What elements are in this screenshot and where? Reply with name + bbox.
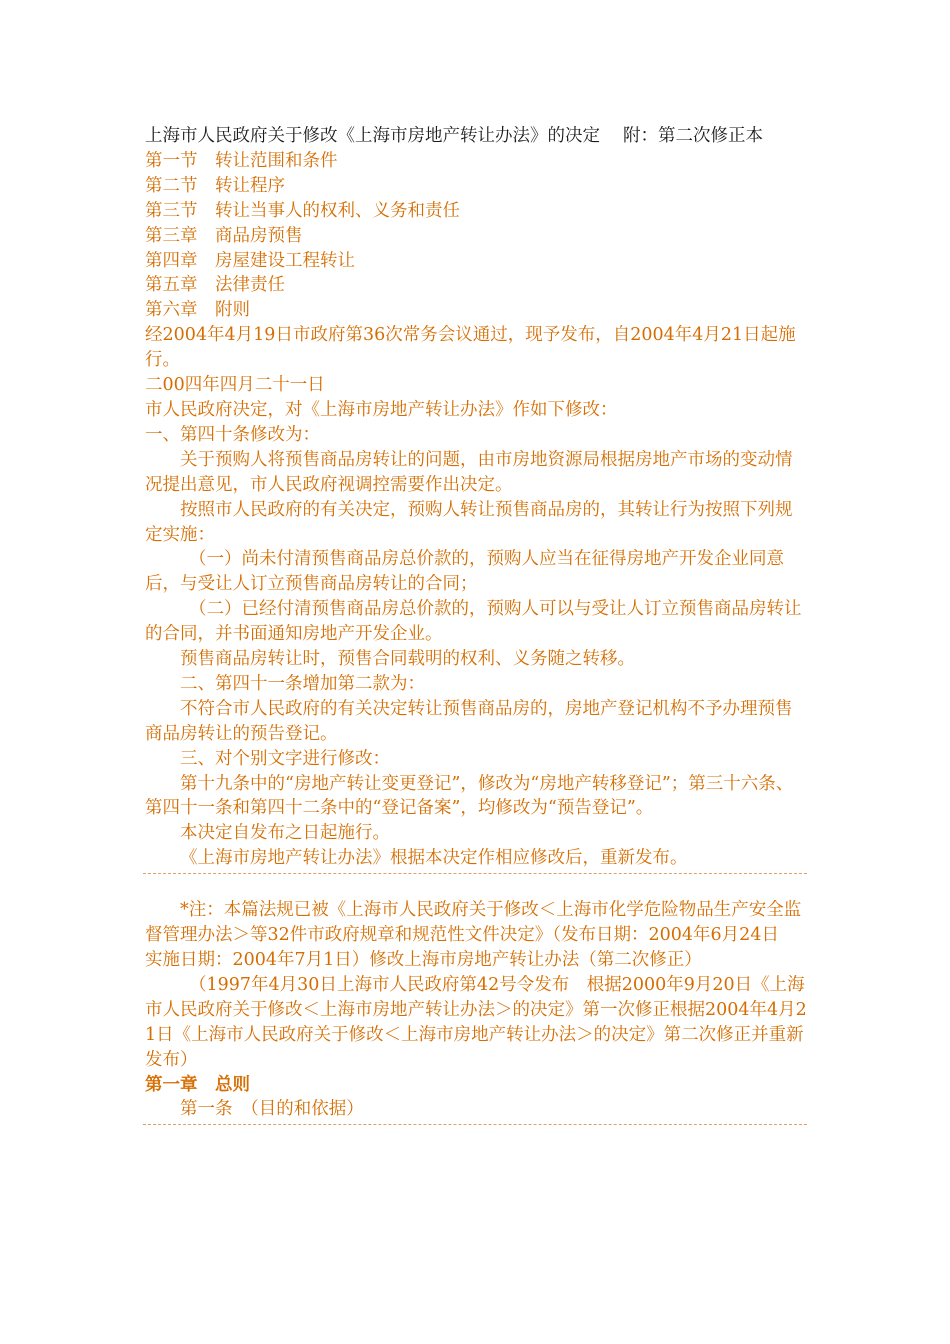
article-heading: 第一条 （目的和依据） xyxy=(180,1099,364,1120)
dashed-divider xyxy=(143,1124,807,1125)
note-paragraph: （1997年4月30日上海市人民政府第42号令发布 根据2000年9月20日《上海市人民政府关于修改＜上海市房地产转让办法＞的决定》第一次修正根据2004年4月21日《上海市人民政府关于修改＜上海市房地产转让办法＞的决定》第二次修正并重新发布） xyxy=(145,974,807,1070)
note-paragraph: *注：本篇法规已被《上海市人民政府关于修改＜上海市化学危险物品生产安全监督管理办法＞等32件市政府规章和规范性文件决定》（发布日期：2004年6月24日 实施日期：2004年7月1日）修改上海市房地产转让办法（第二次修正） xyxy=(145,900,802,970)
toc-item[interactable]: 第二节 转让程序 xyxy=(145,175,285,196)
toc-item[interactable]: 第三节 转让当事人的权利、义务和责任 xyxy=(145,200,460,221)
paragraph: （一）尚未付清预售商品房总价款的，预购人应当在征得房地产开发企业同意后，与受让人订立预售商品房转让的合同； xyxy=(145,549,784,595)
toc-item[interactable]: 第四章 房屋建设工程转让 xyxy=(145,250,355,271)
decision-text xyxy=(145,323,807,871)
chapter-heading: 第一章 总则 xyxy=(145,1074,250,1095)
toc-item[interactable]: 第三章 商品房预售 xyxy=(145,225,303,246)
paragraph: 关于预购人将预售商品房转让的问题，由市房地资源局根据房地产市场的变动情况提出意见，市人民政府视调控需要作出决定。 xyxy=(145,449,793,495)
decision-date: 二00四年四月二十一日 xyxy=(145,375,325,396)
decision-intro: 市人民政府决定，对《上海市房地产转让办法》作如下修改： xyxy=(145,399,618,420)
amendment-item-2: 二、第四十一条增加第二款为： xyxy=(180,673,425,694)
document-body xyxy=(145,124,807,1125)
toc-item[interactable]: 第一节 转让范围和条件 xyxy=(145,150,338,171)
paragraph: 第十九条中的“房地产转让变更登记”，修改为“房地产转移登记”；第三十六条、第四十一条和第四十二条中的“登记备案”，均修改为“预告登记”。 xyxy=(145,773,794,819)
toc-item[interactable]: 第五章 法律责任 xyxy=(145,275,285,296)
note-section xyxy=(145,898,807,1122)
approval-statement: 经2004年4月19日市政府第36次常务会议通过，现予发布，自2004年4月21日起施行。 xyxy=(145,325,796,371)
paragraph: 不符合市人民政府的有关决定转让预售商品房的，房地产登记机构不予办理预售商品房转让的预告登记。 xyxy=(145,698,793,744)
document-title: 上海市人民政府关于修改《上海市房地产转让办法》的决定 附：第二次修正本 xyxy=(145,126,764,146)
paragraph: 按照市人民政府的有关决定，预购人转让预售商品房的，其转让行为按照下列规定实施： xyxy=(145,499,793,545)
spacer xyxy=(145,874,807,898)
paragraph: 《上海市房地产转让办法》根据本决定作相应修改后，重新发布。 xyxy=(180,848,688,869)
paragraph: （二）已经付清预售商品房总价款的，预购人可以与受让人订立预售商品房转让的合同，并书面通知房地产开发企业。 xyxy=(145,599,802,645)
paragraph: 预售商品房转让时，预售合同载明的权利、义务随之转移。 xyxy=(180,649,635,670)
table-of-contents xyxy=(145,149,807,323)
amendment-item-3: 三、对个别文字进行修改： xyxy=(180,748,390,769)
paragraph: 本决定自发布之日起施行。 xyxy=(180,823,390,844)
toc-item[interactable]: 第六章 附则 xyxy=(145,300,250,321)
amendment-item-1: 一、第四十条修改为： xyxy=(145,424,320,445)
